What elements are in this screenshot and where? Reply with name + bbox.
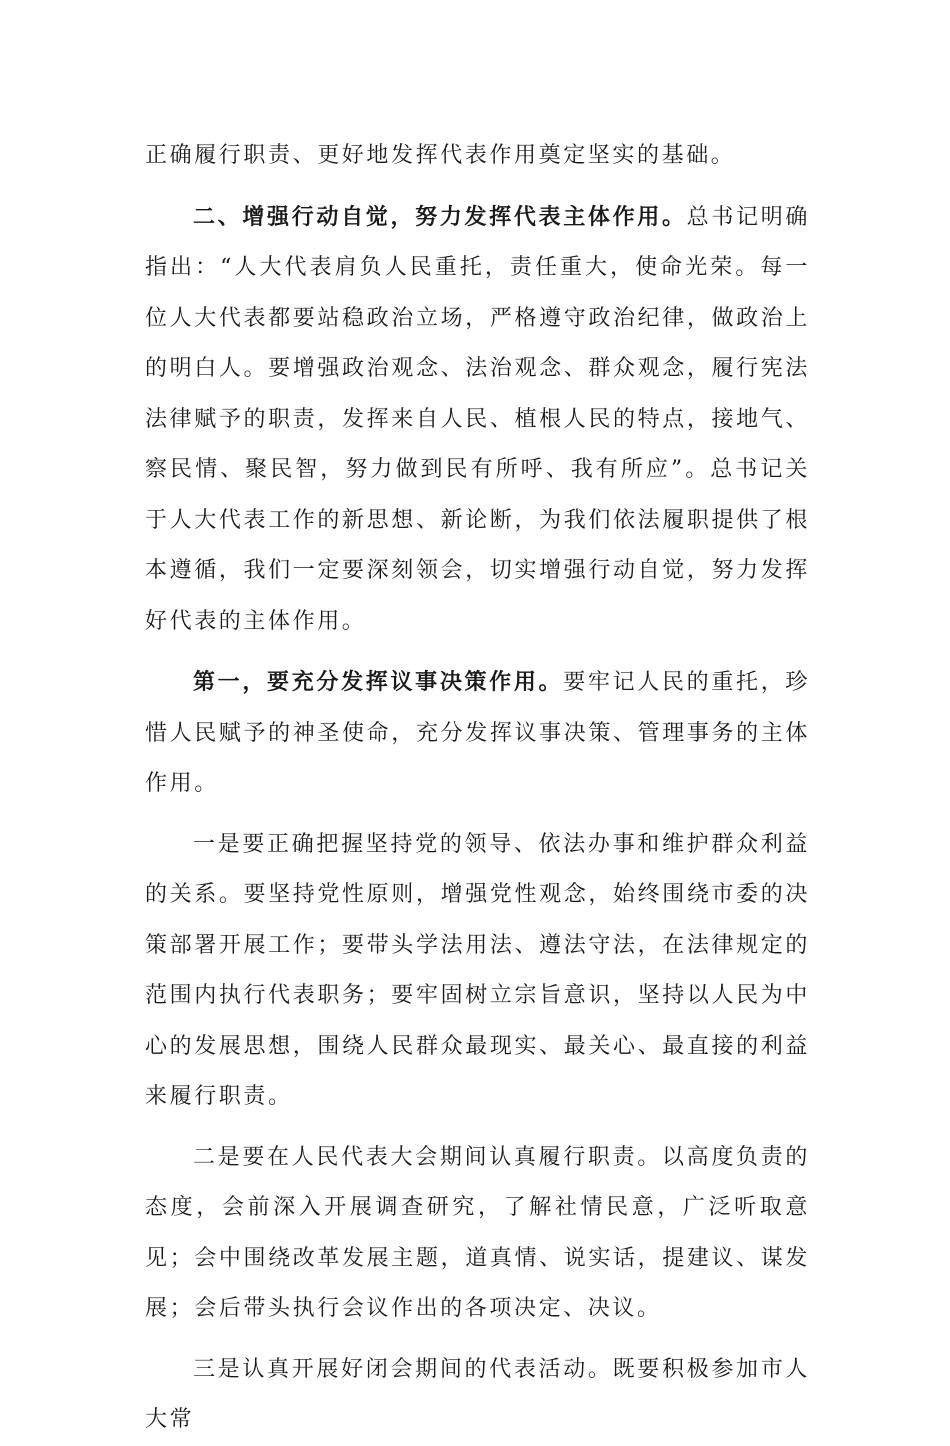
paragraph-6 (145, 1345, 810, 1446)
subsection-heading-1: 第一，要充分发挥议事决策作用。 (193, 669, 564, 695)
paragraph-5-text: 二是要在人民代表大会期间认真履行职责。以高度负责的态度，会前深入开展调查研究，了解社情民意，广泛听取意见；会中围绕改革发展主题，道真情、说实话，提建议、谋发展；会后带头执行会议作出的各项决定、决议。 (145, 1144, 810, 1321)
paragraph-1-text: 正确履行职责、更好地发挥代表作用奠定坚实的基础。 (145, 143, 736, 168)
section-heading-2: 二、增强行动自觉，努力发挥代表主体作用。 (193, 203, 687, 230)
paragraph-2-text: 总书记明确指出：“人大代表肩负人民重托，责任重大，使命光荣。每一位人大代表都要站稳政治立场，严格遵守政治纪律，做政治上的明白人。要增强政治观念、法治观念、群众观念，履行宪法法律赋予的职责，发挥来自人民、植根人民的特点，接地气、察民情、聚民智，努力做到民有所呼、我有所应”。总书记关于人大代表工作的新思想、新论断，为我们依法履职提供了根本遵循，我们一定要深刻领会，切实增强行动自觉，努力发挥好代表的主体作用。 (145, 204, 810, 634)
paragraph-2 (145, 192, 810, 648)
paragraph-4-text: 一是要正确把握坚持党的领导、依法办事和维护群众利益的关系。要坚持党性原则，增强党性观念，始终围绕市委的决策部署开展工作；要带头学法用法、遵法守法，在法律规定的范围内执行代表职务；要牢固树立宗旨意识，坚持以人民为中心的发展思想，围绕人民群众最现实、最关心、最直接的利益来履行职责。 (145, 831, 810, 1109)
paragraph-6-text: 三是认真开展好闭会期间的代表活动。既要积极参加市人大常 (145, 1356, 810, 1432)
paragraph-3 (145, 657, 810, 810)
paragraph-5 (145, 1133, 810, 1335)
paragraph-1 (145, 131, 810, 182)
paragraph-4 (145, 820, 810, 1123)
paragraph-3-text: 要牢记人民的重托，珍惜人民赋予的神圣使命，充分发挥议事决策、管理事务的主体作用。 (145, 670, 810, 796)
